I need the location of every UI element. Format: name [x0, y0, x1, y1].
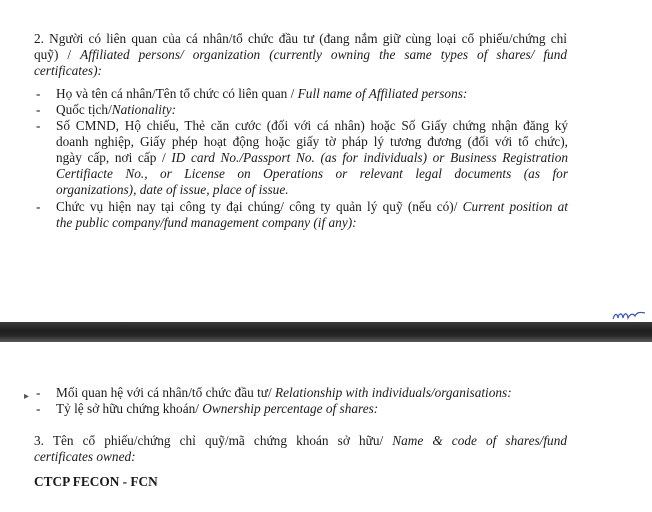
bullet-dash: - — [36, 118, 41, 133]
list-item-relationship: Mối quan hệ với cá nhân/tổ chức đầu tư/ Relationship with individuals/organisations: — [56, 385, 512, 400]
bullet-dash: - — [36, 401, 41, 416]
list-item-id-line1: Số CMND, Hộ chiếu, Thẻ căn cước (đối với cá nhân) hoặc Số Giấy chứng nhận đăng ký — [56, 118, 568, 133]
list-item-position-line2: the public company/fund management company (if any): — [56, 215, 357, 230]
list-item-id-line5: organizations), date of issue, place of issue. — [56, 182, 289, 197]
list-item-id-line2: doanh nghiệp, Giấy phép hoạt động hoặc giấy tờ pháp lý tương đương (đối với tổ chức), — [56, 134, 568, 149]
section2-heading-line2: quỹ) / Affiliated persons/ organization (currently owning the same types of shares/ fund — [34, 47, 568, 62]
company-ticker: CTCP FECON - FCN — [34, 474, 158, 489]
list-item-ownership: Tỷ lệ sở hữu chứng khoán/ Ownership percentage of shares: — [56, 401, 379, 416]
list-item-id-line3: ngày cấp, nơi cấp / ID card No./Passport No. (as for individuals) or Business Registration — [56, 150, 569, 165]
list-item-nationality: Quốc tịch/Nationality: — [56, 102, 177, 117]
scan-speck: ▸ — [24, 391, 30, 402]
section2-heading-line1: 2. Người có liên quan của cá nhân/tổ chức đầu tư (đang nắm giữ cùng loại cổ phiếu/chứng chỉ — [34, 31, 567, 46]
bullet-dash: - — [36, 385, 41, 400]
section3-heading-line2: certificates owned: — [34, 449, 136, 464]
list-item-position-line1: Chức vụ hiện nay tại công ty đại chúng/ công ty quản lý quỹ (nếu có)/ Current position at — [56, 199, 568, 214]
list-item-affiliated-name: Họ và tên cá nhân/Tên tổ chức có liên quan / Full name of Affiliated persons: — [56, 86, 468, 101]
bullet-dash: - — [36, 86, 41, 101]
section2-heading-line3: certificates): — [34, 63, 102, 78]
list-item-id-line4: Certifiacte No., or License on Operations or relevant legal documents (as for — [56, 166, 568, 181]
bullet-dash: - — [36, 102, 41, 117]
bullet-dash: - — [36, 199, 41, 214]
signature-mark — [611, 307, 647, 323]
section3-heading-line1: 3. Tên cổ phiếu/chứng chỉ quỹ/mã chứng khoán sở hữu/ Name & code of shares/fund — [34, 433, 567, 448]
page-break-divider — [0, 322, 652, 342]
